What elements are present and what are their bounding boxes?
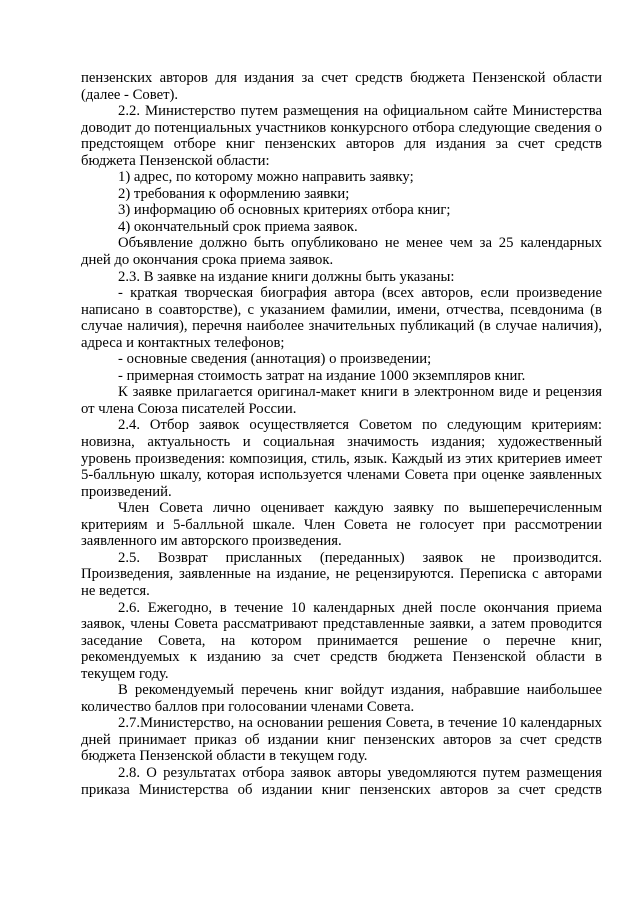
paragraph: 2.3. В заявке на издание книги должны быть указаны: <box>118 268 455 285</box>
paragraph: К заявке прилагается оригинал-макет книги в электронном виде и рецензия от члена Союза писателей России. <box>81 384 602 417</box>
list-item: 3) информацию об основных критериях отбора книг; <box>118 202 451 219</box>
paragraph: 2.5. Возврат присланных (переданных) заявок не производится. Произведения, заявленные на издание, не рецензируются. Переписка с авторами не ведется. <box>81 549 602 599</box>
paragraph: Член Совета лично оценивает каждую заявку по вышеперечисленным критериям и 5-балльной шкале. Член Совета не голосует при рассмотрении заявленного им авторского произведения. <box>81 500 602 550</box>
paragraph: пензенских авторов для издания за счет средств бюджета Пензенской области (далее - Совет). <box>81 70 602 103</box>
paragraph: 2.7.Министерство, на основании решения Совета, в течение 10 календарных дней принимает приказ об издании книг пензенских авторов за счет средств бюджета Пензенской области в текущем году. <box>81 715 602 765</box>
list-item: - основные сведения (аннотация) о произведении; <box>118 351 432 368</box>
list-item: 2) требования к оформлению заявки; <box>118 185 350 202</box>
list-item: 1) адрес, по которому можно направить заявку; <box>118 169 414 186</box>
paragraph: Объявление должно быть опубликовано не менее чем за 25 календарных дней до окончания срока приема заявок. <box>81 235 602 269</box>
paragraph: В рекомендуемый перечень книг войдут издания, набравшие наибольшее количество баллов при голосовании членами Совета. <box>81 682 602 715</box>
paragraph: 2.4. Отбор заявок осуществляется Советом по следующим критериям: новизна, актуальность и социальная значимость издания; художественный уровень произведения: композиция, стиль, язык. Каждый из этих критериев имеет 5-балльную шкалу, которая используется членами Совета при оценке заявленных произведений. <box>81 417 602 500</box>
paragraph: 2.8. О результатах отбора заявок авторы уведомляются путем размещения приказа Министерства об издании книг пензенских авторов за счет средств <box>81 764 602 798</box>
paragraph: 2.2. Министерство путем размещения на официальном сайте Министерства доводит до потенциальных участников конкурсного отбора следующие сведения о предстоящем отборе книг пензенских авторов для издания за счет средств бюджета Пензенской области: <box>81 103 602 169</box>
list-item: - примерная стоимость затрат на издание 1000 экземпляров книг. <box>118 367 526 384</box>
paragraph: 2.6. Ежегодно, в течение 10 календарных дней после окончания приема заявок, члены Совета рассматривают представленные заявки, а затем проводится заседание Совета, на котором принимается решение о перечне книг, рекомендуемых к изданию за счет средств бюджета Пензенской области в текущем году. <box>81 599 602 682</box>
list-item: - краткая творческая биография автора (всех авторов, если произведение написано в соавторстве), с указанием фамилии, имени, отчества, псевдонима (в случае наличия), перечня наиболее значительных публикаций (в случае наличия), адреса и контактных телефонов; <box>81 285 602 351</box>
list-item: 4) окончательный срок приема заявок. <box>118 218 358 235</box>
